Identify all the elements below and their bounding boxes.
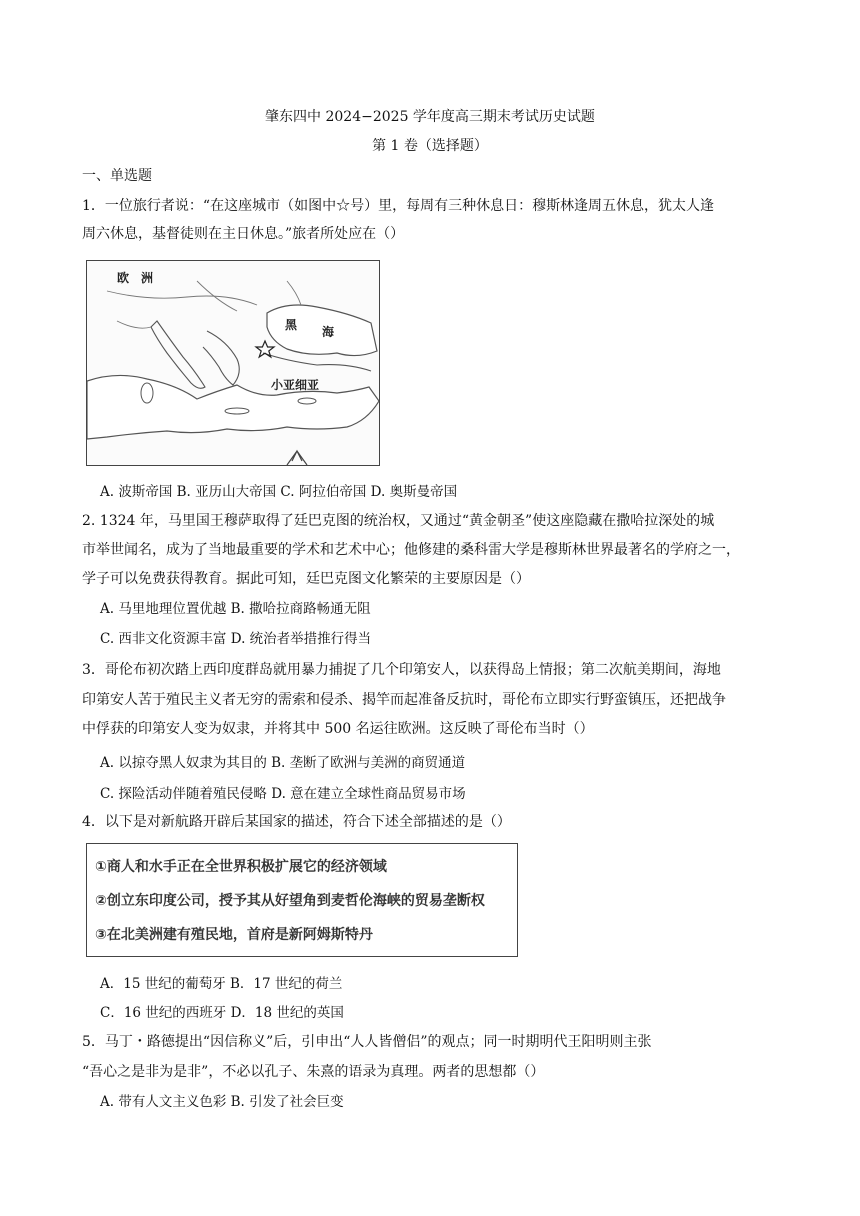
mediterranean-map [87,261,379,465]
q4-options-row2: C．16 世纪的西班牙 D．18 世纪的英国 [100,1005,344,1021]
q3-stem-line1: 3．哥伦布初次踏上西印度群岛就用暴力捕捉了几个印第安人，以获得岛上情报；第二次航美期间，海地 [82,662,721,678]
q5-options-row1: A. 带有人文主义色彩 B. 引发了社会巨变 [100,1094,344,1110]
q3-stem-line3: 中俘获的印第安人变为奴隶，并将其中 500 名运往欧洲。这反映了哥伦布当时（） [82,721,594,737]
q2-stem-line2: 市举世闻名，成为了当地最重要的学术和艺术中心；他修建的桑科雷大学是穆斯林世界最著名的学府之一， [82,542,740,558]
q4-options-row1: A．15 世纪的葡萄牙 B．17 世纪的荷兰 [100,976,343,992]
q2-stem-line3: 学子可以免费获得教育。据此可知，廷巴克图文化繁荣的主要原因是（） [82,571,530,587]
q3-options-row2: C. 探险活动伴随着殖民侵略 D. 意在建立全球性商品贸易市场 [100,786,466,802]
section-heading: 一、单选题 [82,168,152,184]
q3-stem-line2: 印第安人苦于殖民主义者无穷的需索和侵杀、揭竿而起准备反抗时，哥伦布立即实行野蛮镇压，还把战争 [82,692,726,708]
q2-stem-line1: 2. 1324 年，马里国王穆萨取得了廷巴克图的统治权，又通过“黄金朝圣”使这座隐藏在撒哈拉深处的城 [82,513,715,529]
q2-options-row2: C. 西非文化资源丰富 D. 统治者举措推行得当 [100,631,372,647]
q4-box-item-2: ②创立东印度公司，授予其从好望角到麦哲伦海峡的贸易垄断权 [95,893,485,909]
map-label-black-sea-1: 黑 [285,318,298,332]
map-label-europe: 欧 洲 [117,271,154,285]
q1-stem-line2: 周六休息，基督徒则在主日休息。”旅者所处应在（） [82,226,405,242]
q1-map [86,260,380,466]
q2-options-row1: A. 马里地理位置优越 B. 撒哈拉商路畅通无阻 [100,601,371,617]
q3-options-row1: A. 以掠夺黑人奴隶为其目的 B. 垄断了欧洲与美洲的商贸通道 [100,755,466,771]
q5-stem-line1: 5．马丁・路德提出“因信称义”后，引申出“人人皆僧侣”的观点；同一时期明代王阳明则主张 [82,1034,652,1050]
exam-title: 肇东四中 2024−2025 学年度高三期末考试历史试题 [265,109,595,125]
q1-stem-line1: 1．一位旅行者说：“在这座城市（如图中☆号）里，每周有三种休息日：穆斯林逢周五休息，犹太人逢 [82,198,715,214]
q4-description-box [86,843,518,957]
q4-box-item-3: ③在北美洲建有殖民地，首府是新阿姆斯特丹 [95,927,373,943]
map-label-asia-minor: 小亚细亚 [271,378,320,392]
exam-volume: 第 1 卷（选择题） [372,138,488,154]
q4-stem: 4．以下是对新航路开辟后某国家的描述，符合下述全部描述的是（） [82,814,511,830]
star-icon [256,341,274,357]
q1-options: A. 波斯帝国 B. 亚历山大帝国 C. 阿拉伯帝国 D. 奥斯曼帝国 [100,484,458,500]
q4-box-item-1: ①商人和水手正在全世界积极扩展它的经济领域 [95,859,387,875]
q5-stem-line2: “吾心之是非为是非”，不必以孔子、朱熹的语录为真理。两者的思想都（） [82,1064,545,1080]
map-label-black-sea-2: 海 [322,325,335,339]
